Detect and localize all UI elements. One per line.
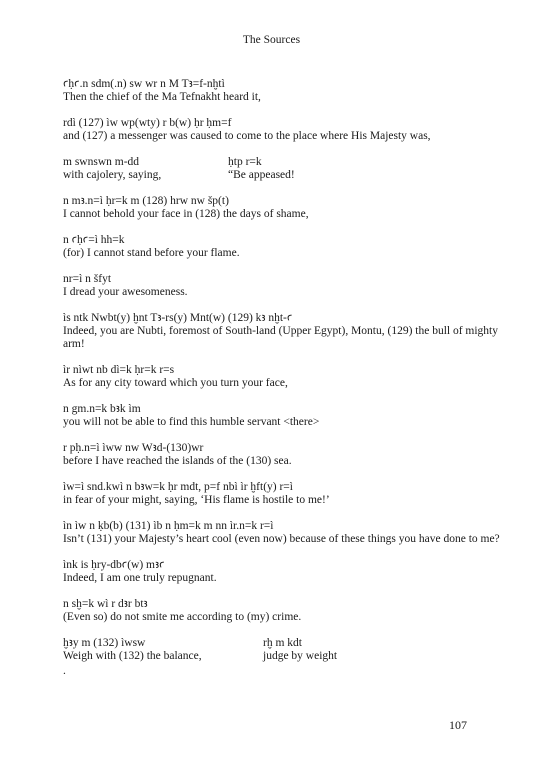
verse-block — [63, 156, 513, 182]
transliteration-line: n mꜣ.n=ì ḥr=k m (128) hrw nw šp(t) — [63, 195, 229, 207]
transliteration-line: ìn ìw n ḳb(b) (131) ìb n ḥm=k m nn ìr.n=k r=ì — [63, 520, 274, 532]
transliteration-line: nr=ì n šfyt — [63, 273, 112, 285]
translation-line: and (127) a messenger was caused to come to the place where His Majesty was, — [63, 130, 431, 142]
verse-block — [63, 234, 513, 260]
verse-block — [63, 520, 513, 546]
page-body — [63, 78, 513, 678]
translation-line: Indeed, you are Nubti, foremost of South-land (Upper Egypt), Montu, (129) the bull of mighty arm! — [63, 325, 499, 350]
transliteration-col-b: ḥtp r=k — [228, 156, 262, 168]
translation-line: before I have reached the islands of the (130) sea. — [63, 455, 292, 467]
transliteration-line — [63, 637, 513, 650]
translation-col-b: “Be appeased! — [228, 169, 295, 181]
transliteration-line: ìs ntk Nwbt(y) ḫnt Tꜣ-rs(y) Mnt(w) (129) kꜣ nḫt-ꜥ — [63, 312, 293, 324]
transliteration-line: ìw=ì snd.kwì n bꜣw=k ḥr mdt, p=f nbì ìr ḫft(y) r=ì — [63, 481, 293, 493]
transliteration-line: ìr nìwt nb dì=k ḥr=k r=s — [63, 364, 175, 376]
transliteration-line: n gm.n=k bꜣk ìm — [63, 403, 141, 415]
translation-line: (for) I cannot stand before your flame. — [63, 247, 240, 259]
translation-line: Then the chief of the Ma Tefnakht heard it, — [63, 91, 261, 103]
transliteration-col-a: m swnswn m-dd — [63, 156, 140, 168]
verse-block — [63, 559, 513, 585]
translation-line: I cannot behold your face in (128) the days of shame, — [63, 208, 309, 220]
verse-block — [63, 364, 513, 390]
verse-block — [63, 403, 513, 429]
transliteration-line — [63, 156, 513, 169]
verse-block — [63, 442, 513, 468]
translation-line: Indeed, I am one truly repugnant. — [63, 572, 217, 584]
verse-block — [63, 117, 513, 143]
verse-block — [63, 195, 513, 221]
verse-block — [63, 598, 513, 624]
translation-line: Isn’t (131) your Majesty’s heart cool (even now) because of these things you have done to me? — [63, 533, 500, 545]
transliteration-line: r pḥ.n=ì ìww nw Wꜣd-(130)wr — [63, 442, 204, 454]
verse-block — [63, 78, 513, 104]
transliteration-line: ꜥḥꜥ.n sdm(.n) sw wr n M Tꜣ=f-nḫtì — [63, 78, 225, 90]
translation-line: in fear of your might, saying, ‘His flame is hostile to me!’ — [63, 494, 330, 506]
translation-col-a: with cajolery, saying, — [63, 169, 162, 181]
translation-line: you will not be able to find this humble servant <there> — [63, 416, 320, 428]
transliteration-line: rdì (127) ìw wp(wty) r b(w) ḥr ḥm=f — [63, 117, 232, 129]
transliteration-line: n ꜥḥꜥ=ì hh=k — [63, 234, 125, 246]
translation-col-b: judge by weight — [263, 650, 338, 662]
page-number: 107 — [449, 718, 467, 732]
transliteration-col-a: ḫꜣy m (132) ìwsw — [63, 637, 146, 649]
translation-line — [63, 169, 513, 182]
translation-line: I dread your awesomeness. — [63, 286, 188, 298]
verse-block — [63, 312, 513, 351]
translation-col-a: Weigh with (132) the balance, — [63, 650, 202, 662]
translation-line — [63, 650, 513, 663]
translation-line: As for any city toward which you turn your face, — [63, 377, 288, 389]
verse-block — [63, 481, 513, 507]
verse-block — [63, 273, 513, 299]
transliteration-col-b: rḫ m kdt — [263, 637, 302, 649]
transliteration-line: ìnk is ḥry-dbꜥ(w) mꜣꜥ — [63, 559, 165, 571]
translation-line: (Even so) do not smite me according to (my) crime. — [63, 611, 302, 623]
verse-block — [63, 637, 513, 663]
transliteration-line: n sḫ=k wì r dꜣr btꜣ — [63, 598, 148, 610]
trailing-mark: . — [63, 665, 66, 677]
running-header: The Sources — [242, 34, 301, 46]
